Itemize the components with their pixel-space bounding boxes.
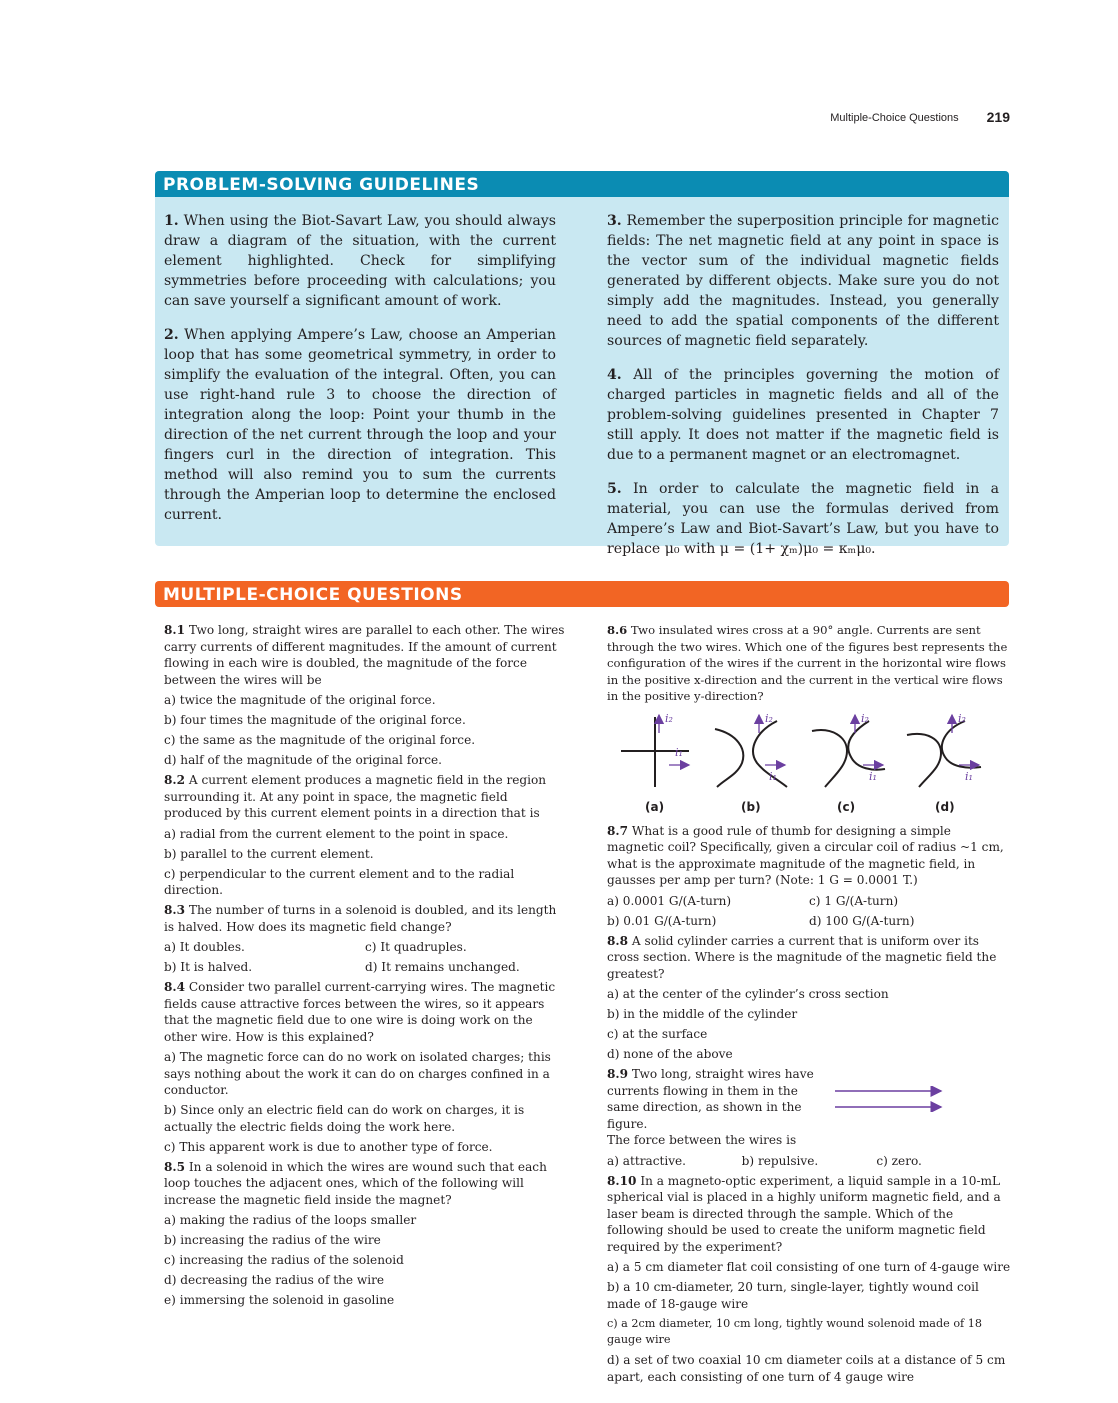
- fig-c-i2-label: i₂: [861, 711, 869, 725]
- q810-option-a: a) a 5 cm diameter flat coil consisting of one turn of 4-gauge wire: [607, 1260, 1011, 1274]
- psg-item-1: 1. When using the Biot-Savart Law, you should always draw a diagram of the situation, with the current element highlighted. Check for simplifying symmetries before proceeding with calculations; you can save yourself a significant amount of work.: [164, 213, 556, 309]
- q82-option-b: b) parallel to the current element.: [164, 846, 374, 861]
- q83-option-d: d) It remains unchanged.: [365, 960, 520, 974]
- q810-option-b: b) a 10 cm-diameter, 20 turn, single-layer, tightly wound coil made of 18-gauge wire: [607, 1280, 979, 1311]
- fig-label-a: (a): [645, 799, 665, 814]
- q83-option-c: c) It quadruples.: [365, 940, 467, 954]
- question-8-2: 8.2 A current element produces a magnetic field in the region surrounding it. At any point in space, the magnetic field produced by this current element points in a direction that is: [164, 773, 547, 820]
- question-8-7: 8.7 What is a good rule of thumb for designing a simple magnetic coil? Specifically, given a circular coil of radius ~1 cm, what is the approximate magnitude of the magnetic field, in gausses per amp per turn? (Note: 1 G = 0.0001 T.): [607, 823, 1004, 887]
- page-number: 219: [986, 109, 1010, 125]
- psg-item-2: 2. When applying Ampere’s Law, choose an Amperian loop that has some geometrical symmetry, in order to simplify the evaluation of the integral. Often, you can use right-hand rule 3 to choose the direction of integration along the loop: Point your thumb in the direction of the net current through the loop and your fingers curl in the direction of integration. This method will also remind you to sum the currents through the Amperian loop to determine the enclosed current.: [164, 327, 556, 523]
- q82-option-c: c) perpendicular to the current element and to the radial direction.: [164, 866, 515, 897]
- fig-d-i2-label: i₂: [958, 711, 966, 725]
- q85-option-a: a) making the radius of the loops smaller: [164, 1213, 417, 1227]
- fig-label-b: (b): [741, 799, 761, 814]
- q85-option-b: b) increasing the radius of the wire: [164, 1233, 381, 1247]
- fig-b-i1-label: i₁: [769, 769, 777, 783]
- mcq-title-bar: [155, 581, 1009, 607]
- q87-option-b: b) 0.01 G/(A-turn): [607, 913, 717, 928]
- q88-option-b: b) in the middle of the cylinder: [607, 1007, 798, 1021]
- q86-figure: [607, 709, 1007, 817]
- q85-option-e: e) immersing the solenoid in gasoline: [164, 1293, 395, 1307]
- running-header: [830, 108, 1010, 124]
- q89-options-row: [607, 1153, 1011, 1170]
- q83-option-b: b) It is halved.: [164, 960, 253, 974]
- psg-left-column: [164, 211, 556, 539]
- q81-option-c: c) the same as the magnitude of the original force.: [164, 733, 476, 747]
- q89-option-c: c) zero.: [876, 1153, 922, 1168]
- q87-option-c: c) 1 G/(A-turn): [809, 893, 899, 908]
- q85-option-d: d) decreasing the radius of the wire: [164, 1273, 385, 1287]
- q89-parallel-wires-figure: [833, 1086, 945, 1112]
- fig-label-d: (d): [935, 799, 955, 814]
- q81-option-a: a) twice the magnitude of the original force.: [164, 693, 436, 707]
- q84-option-c: c) This apparent work is due to another type of force.: [164, 1139, 493, 1154]
- psg-item-3: 3. Remember the superposition principle for magnetic fields: The net magnetic field at any point in space is the vector sum of the individual magnetic fields generated by different objects. Make sure you do not simply add the magnitudes. Instead, you generally need to add the spatial components of the different sources of magnetic field separately.: [607, 213, 999, 349]
- q810-option-d: d) a set of two coaxial 10 cm diameter coils at a distance of 5 cm apart, each consisting of one turn of 4 gauge wire: [607, 1353, 1006, 1384]
- q87-option-d: d) 100 G/(A-turn): [809, 913, 915, 928]
- q85-option-c: c) increasing the radius of the solenoid: [164, 1253, 404, 1267]
- q88-option-a: a) at the center of the cylinder’s cross section: [607, 987, 889, 1001]
- psg-title-bar: [155, 171, 1009, 197]
- q87-options-row-2: [607, 913, 1011, 930]
- q87-option-a: a) 0.0001 G/(A-turn): [607, 893, 732, 908]
- psg-item-4: 4. All of the principles governing the motion of charged particles in magnetic fields and all of the problem-solving guidelines presented in Chapter 7 still apply. It does not matter if the magnetic field is due to a permanent magnet or an electromagnet.: [607, 367, 999, 463]
- fig-a-i2-label: i₂: [665, 711, 673, 725]
- fig-c-i1-label: i₁: [869, 769, 877, 783]
- q89-option-a: a) attractive.: [607, 1153, 687, 1168]
- q81-option-d: d) half of the magnitude of the original force.: [164, 753, 443, 767]
- q88-option-c: c) at the surface: [607, 1027, 708, 1041]
- q81-option-b: b) four times the magnitude of the original force.: [164, 713, 466, 727]
- q83-options-row-2: [164, 959, 566, 976]
- psg-item-5: 5. In order to calculate the magnetic field in a material, you can use the formulas derived from Ampere’s Law and Biot-Savart’s Law, but you have to replace μ₀ with μ = (1+ χₘ)μ₀ = κₘμ₀.: [607, 481, 999, 557]
- question-8-6: 8.6 Two insulated wires cross at a 90° angle. Currents are sent through the two wires. Which one of the figures best represents the configuration of the wires if the current in the horizontal wire flows in the positive x-direction and the current in the vertical wire flows in the positive y-direction?: [607, 623, 1008, 703]
- question-8-8: 8.8 A solid cylinder carries a current that is uniform over its cross section. Where is the magnitude of the magnetic field the greatest?: [607, 933, 997, 981]
- q810-option-c: c) a 2cm diameter, 10 cm long, tightly wound solenoid made of 18 gauge wire: [607, 1316, 982, 1346]
- question-8-5: 8.5 In a solenoid in which the wires are wound such that each loop touches the adjacent ones, which of the following will increase the magnetic field inside the magnet?: [164, 1159, 547, 1207]
- fig-b-i2-label: i₂: [765, 711, 773, 725]
- question-8-3: 8.3 The number of turns in a solenoid is doubled, and its length is halved. How does its magnetic field change?: [164, 903, 557, 934]
- q87-options-row-1: [607, 893, 1011, 910]
- q88-option-d: d) none of the above: [607, 1047, 733, 1061]
- running-title: Multiple-Choice Questions: [830, 112, 959, 124]
- question-8-9: 8.9 Two long, straight wires have currents flowing in them in the same direction, as shown in the figure. The force between the wires is: [607, 1066, 1011, 1149]
- q82-option-a: a) radial from the current element to the point in space.: [164, 826, 509, 841]
- question-8-10: 8.10 In a magneto-optic experiment, a liquid sample in a 10-mL spherical vial is placed in a highly uniform magnetic field, and a laser beam is directed through the sample. Which of the following should be used to create the uniform magnetic field required by the experiment?: [607, 1173, 1001, 1254]
- psg-title: PROBLEM-SOLVING GUIDELINES: [163, 175, 480, 195]
- fig-a-i1-label: i₁: [675, 745, 683, 759]
- psg-right-column: [607, 211, 999, 573]
- fig-label-c: (c): [837, 799, 856, 814]
- q83-options-row-1: [164, 939, 566, 956]
- question-8-4: 8.4 Consider two parallel current-carrying wires. The magnetic fields cause attractive forces between the wires, so it appears that the magnetic field due to one wire is doing work on the other wire. How is this explained?: [164, 980, 556, 1044]
- q83-option-a: a) It doubles.: [164, 940, 245, 954]
- mcq-left-column: [164, 622, 566, 1312]
- fig-d-i1-label: i₁: [965, 769, 973, 783]
- q89-option-b: b) repulsive.: [741, 1153, 819, 1168]
- mcq-right-column: [607, 622, 1011, 1389]
- q84-option-a: a) The magnetic force can do no work on isolated charges; this says nothing about the work it can do on charges confined in a conductor.: [164, 1050, 551, 1097]
- mcq-title: MULTIPLE-CHOICE QUESTIONS: [163, 585, 463, 605]
- question-8-1: 8.1 Two long, straight wires are parallel to each other. The wires carry currents of different magnitudes. If the amount of current flowing in each wire is doubled, the magnitude of the force between the wires will be: [164, 623, 565, 687]
- q84-option-b: b) Since only an electric field can do work on charges, it is actually the electric fields doing the work here.: [164, 1103, 525, 1134]
